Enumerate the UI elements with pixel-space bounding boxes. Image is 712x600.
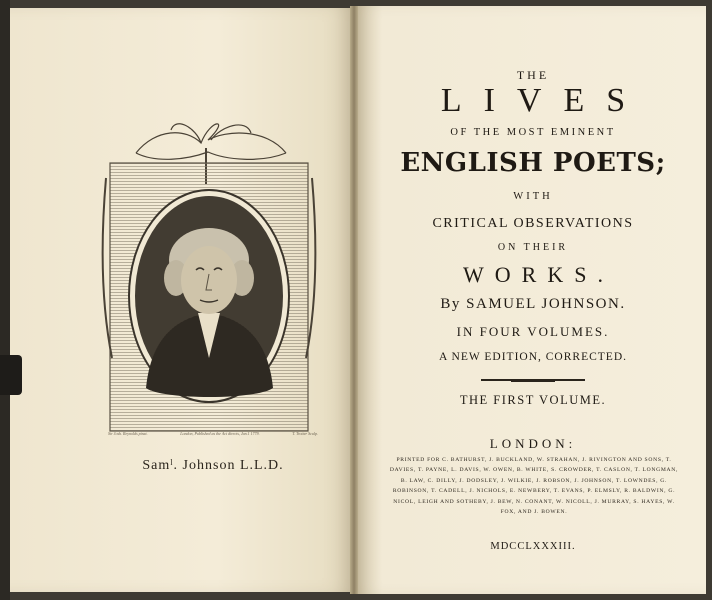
portrait-title: Samˡ. Johnson L.L.D.	[142, 458, 284, 473]
imprint-year: MDCCLXXXIII.	[490, 541, 576, 552]
volumes-line: IN FOUR VOLUMES.	[456, 324, 610, 339]
caption-engraver: T. Trotter Sculp.	[292, 431, 318, 436]
title-most-eminent: OF THE MOST EMINENT	[450, 127, 616, 138]
decorative-rule	[481, 379, 585, 381]
title-lives: LIVES	[440, 82, 648, 119]
imprint-place: LONDON:	[489, 436, 577, 451]
caption-publisher: London, Published as the Act directs, Jan.1 1779.	[180, 431, 260, 436]
title-works: WORKS.	[463, 262, 614, 287]
title-english-poets: ENGLISH POETS;	[400, 148, 666, 178]
book-gutter	[350, 6, 358, 594]
page-clip	[0, 355, 22, 395]
imprint-printers: PRINTED FOR C. BATHURST, J. BUCKLAND, W. STRAHAN, J. RIVINGTON AND SONS, T. DAVIES, T. PAYNE, L. DAVIS, W. OWEN, B. WHITE, S. CROWDER, T. CASLON, T. LONGMAN, B. LAW, C. DILLY, J. DODSLEY, J. WILKIE, J. ROBSON, J. JOHNSON, T. LOWNDES, G. ROBINSON, T. CADELL, J. NICHOLS, E. NEWBERY, T. EVANS, P. ELMSLY, R. BALDWIN, G. NICOL, LEIGH AND SOTHEBY, J. BEW, N. CONANT, W. NICOLL, J. MURRAY, S. HAYES, W. FOX, AND J. BOWEN.	[389, 457, 679, 516]
background-edge	[0, 0, 10, 600]
title-with: WITH	[513, 191, 553, 202]
portrait-engraving	[96, 108, 322, 438]
engraving-caption	[108, 431, 318, 436]
volume-line: THE FIRST VOLUME.	[459, 393, 607, 407]
caption-painter: Sir Josh. Reynolds pinxt.	[108, 431, 148, 436]
title-the: THE	[516, 68, 550, 82]
author-line: By SAMUEL JOHNSON.	[440, 296, 626, 312]
portrait-face	[181, 246, 237, 314]
title-on-their: ON THEIR	[497, 242, 569, 253]
edition-line: A NEW EDITION, CORRECTED.	[438, 351, 627, 363]
title-critical-observations: CRITICAL OBSERVATIONS	[432, 216, 634, 231]
